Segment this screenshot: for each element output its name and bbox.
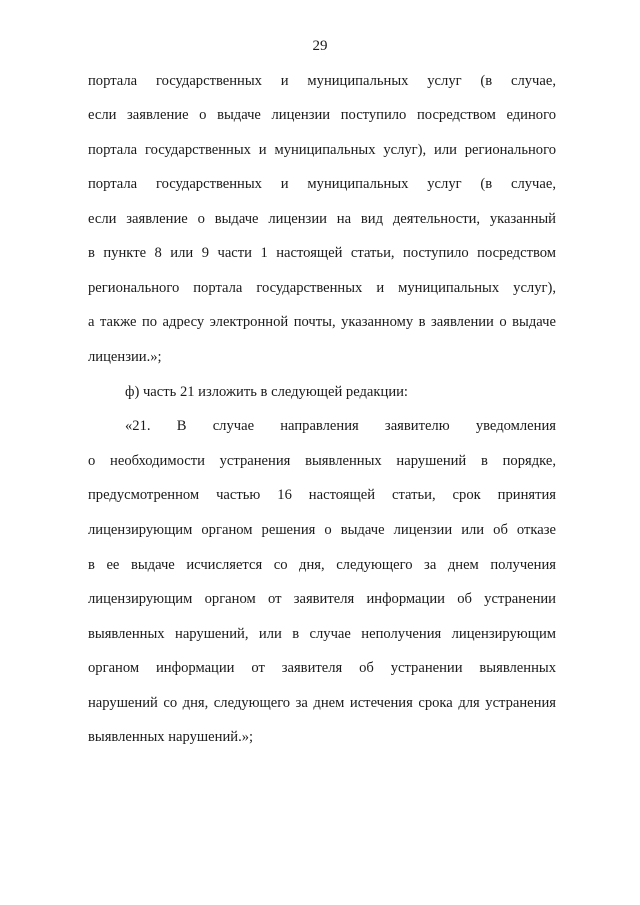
text-line: портала государственных и муниципальных услуг (в случае, bbox=[88, 176, 556, 192]
text-line: лицензирующим органом от заявителя информации об устранении bbox=[88, 591, 556, 607]
text-line: портала государственных и муниципальных услуг (в случае, bbox=[88, 73, 556, 89]
text-line: выявленных нарушений.»; bbox=[88, 729, 254, 745]
text-line: выявленных нарушений, или в случае неполучения лицензирующим bbox=[88, 626, 556, 642]
text-line: в пункте 8 или 9 части 1 настоящей статьи, поступило посредством bbox=[88, 245, 556, 261]
text-line: «21. В случае направления заявителю уведомления bbox=[125, 418, 556, 434]
text-line: портала государственных и муниципальных услуг), или регионального bbox=[88, 142, 556, 158]
text-line: о необходимости устранения выявленных нарушений в порядке, bbox=[88, 453, 556, 469]
text-line: ф) часть 21 изложить в следующей редакции: bbox=[125, 384, 408, 400]
text-line: предусмотренном частью 16 настоящей статьи, срок принятия bbox=[88, 487, 556, 503]
page-number: 29 bbox=[312, 38, 328, 54]
text-line: если заявление о выдаче лицензии поступило посредством единого bbox=[88, 107, 556, 123]
text-line: а также по адресу электронной почты, указанному в заявлении о выдаче bbox=[88, 314, 556, 330]
text-line: в ее выдаче исчисляется со дня, следующего за днем получения bbox=[88, 557, 556, 573]
text-line: нарушений со дня, следующего за днем истечения срока для устранения bbox=[88, 695, 556, 711]
text-line: лицензирующим органом решения о выдаче лицензии или об отказе bbox=[88, 522, 556, 538]
text-line: органом информации от заявителя об устранении выявленных bbox=[88, 660, 556, 676]
text-line: если заявление о выдаче лицензии на вид деятельности, указанный bbox=[88, 211, 556, 227]
text-line: регионального портала государственных и муниципальных услуг), bbox=[88, 280, 556, 296]
text-line: лицензии.»; bbox=[88, 349, 162, 365]
